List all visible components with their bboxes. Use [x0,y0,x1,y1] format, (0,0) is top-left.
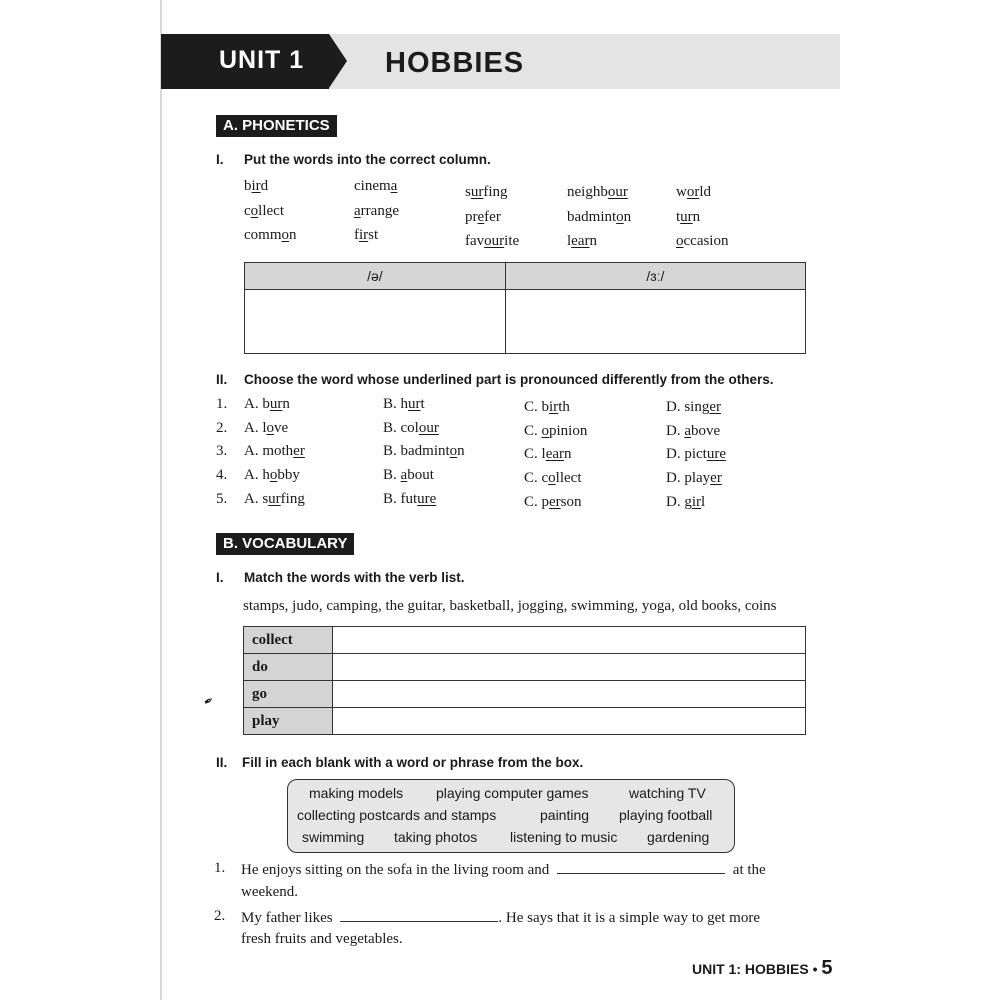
box-word: playing computer games [436,785,589,801]
answer-option[interactable]: D. above [666,423,721,439]
phonetics-word: badminton [567,209,632,225]
answer-option[interactable]: C. person [524,494,582,510]
task-number: II. [216,372,228,387]
underlined-sound: ure [706,446,726,462]
answer-cell-schwa[interactable] [245,290,506,354]
underlined-sound: ear [545,446,564,462]
answer-option[interactable]: D. singer [666,399,721,415]
task-instruction: Match the words with the verb list. [244,570,465,585]
answer-option[interactable]: D. player [666,470,722,486]
underlined-sound: o [616,209,624,225]
task-number: II. [216,755,228,770]
underlined-sound: ir [359,227,369,243]
banner-arrow [329,34,347,88]
box-word: making models [309,785,404,801]
answer-option[interactable]: D. picture [666,446,726,462]
sentence-2-after: . He says that it is a simple way to get more [498,910,761,926]
phonetics-word: bird [244,178,269,194]
sentence-2-continuation: fresh fruits and vegetables. [241,931,403,947]
unit-title: HOBBIES [385,47,525,79]
box-word: playing football [619,807,713,823]
answer-option[interactable]: A. mother [244,443,305,459]
underlined-sound: er [710,470,722,486]
phonetics-word: prefer [465,209,501,225]
answer-option[interactable]: B. hurt [383,396,425,412]
section-heading-phonetics: A. PHONETICS [216,115,337,137]
sentence-1-text [241,860,766,879]
answer-option[interactable]: C. birth [524,399,570,415]
underlined-sound: a [400,467,408,483]
verb-label-play: play [244,708,333,735]
sentence-1-blank[interactable] [557,860,725,874]
task-instruction: Fill in each blank with a word or phrase from the box. [242,755,584,770]
underlined-sound: our [418,420,439,436]
sentence-1-number: 1. [214,860,226,876]
phonetics-word: favourite [465,233,520,249]
answer-option[interactable]: C. collect [524,470,582,486]
sentence-2-blank[interactable] [340,908,498,922]
vocabulary-word-list: stamps, judo, camping, the guitar, basketball, jogging, swimming, yoga, old books, coins [243,598,777,614]
phonetics-word: neighbour [567,184,628,200]
answer-row-collect[interactable] [333,627,806,654]
sentence-1-continuation: weekend. [241,884,299,900]
box-word: swimming [302,829,365,845]
underlined-sound: e [477,209,485,225]
box-word: listening to music [510,829,618,845]
box-word: collecting postcards and stamps [297,807,497,823]
question-number: 1. [216,396,228,412]
question-number: 3. [216,443,228,459]
underlined-sound: o [269,467,278,483]
question-number: 4. [216,467,228,483]
page-footer [692,957,832,980]
underlined-sound: er [549,494,561,510]
column-header-er: /ɜː/ [505,263,805,290]
underlined-sound: ur [268,491,281,507]
question-number: 2. [216,420,228,436]
answer-row-go[interactable] [333,681,806,708]
phonetics-word: surfing [465,184,508,200]
pen-mark: ✒ [200,692,217,710]
underlined-sound: or [686,184,700,200]
underlined-sound: a [354,203,361,219]
underlined-sound: o [541,423,550,439]
task-number: I. [216,152,224,167]
underlined-sound: a [684,423,692,439]
underlined-sound: ure [417,491,437,507]
phonetics-word: common [244,227,297,243]
answer-option[interactable]: A. hobby [244,467,300,483]
underlined-sound: ear [571,233,590,249]
underlined-sound: our [484,233,505,249]
answer-row-play[interactable] [333,708,806,735]
box-word: gardening [647,829,710,845]
underlined-sound: a [390,178,398,194]
answer-option[interactable]: A. love [244,420,289,436]
underlined-sound: ur [680,209,693,225]
underlined-sound: our [607,184,628,200]
underlined-sound: o [676,233,684,249]
task-number: I. [216,570,224,585]
verb-label-go: go [244,681,333,708]
underlined-sound: er [709,399,721,415]
underlined-sound: ur [408,396,421,412]
underlined-sound: o [548,470,556,486]
word-box [287,779,735,853]
underlined-sound: ur [269,396,283,412]
underlined-sound: ir [691,494,702,510]
phonetics-word: first [354,227,379,243]
verb-label-do: do [244,654,333,681]
phonetics-word: arrange [354,203,399,219]
answer-option[interactable]: B. colour [383,420,439,436]
underlined-sound: ur [470,184,484,200]
phonetics-word: collect [244,203,284,219]
phonetics-sort-table [244,262,806,354]
sentence-1-before: He enjoys sitting on the sofa in the living room and [241,862,550,878]
answer-row-do[interactable] [333,654,806,681]
unit-banner-dark [161,34,329,89]
question-number: 5. [216,491,228,507]
column-header-schwa: /ə/ [245,263,506,290]
answer-option[interactable]: A. surfing [244,491,305,507]
section-heading-vocabulary: B. VOCABULARY [216,533,354,555]
box-word: taking photos [394,829,478,845]
page-spine [160,0,162,1000]
underlined-sound: o [281,227,289,243]
footer-label: UNIT 1: HOBBIES • [692,961,818,977]
task-instruction: Choose the word whose underlined part is pronounced differently from the others. [244,372,774,387]
phonetics-word: turn [676,209,701,225]
answer-option[interactable]: B. about [383,467,434,483]
answer-option[interactable]: C. learn [524,446,572,462]
verb-label-collect: collect [244,627,333,654]
answer-option[interactable]: D. girl [666,494,706,510]
box-word: painting [540,807,590,823]
sentence-2-before: My father likes [241,910,333,926]
box-word: watching TV [629,785,706,801]
phonetics-word: occasion [676,233,729,249]
phonetics-word: world [676,184,712,200]
answer-cell-er[interactable] [505,290,805,354]
phonetics-word: cinema [354,178,398,194]
sentence-1-after: at the [732,862,766,878]
underlined-sound: er [293,443,305,459]
phonetics-word: learn [567,233,597,249]
answer-option[interactable]: B. badminton [383,443,465,459]
sentence-2-text [241,908,760,927]
underlined-sound: o [266,420,274,436]
underlined-sound: ir [549,399,559,415]
answer-option[interactable]: B. future [383,491,437,507]
underlined-sound: ir [251,178,261,194]
sentence-2-number: 2. [214,908,226,924]
answer-option[interactable]: A. burn [244,396,290,412]
page-number: 5 [821,957,833,979]
verb-match-table [243,626,806,735]
answer-option[interactable]: C. opinion [524,423,588,439]
unit-banner [161,34,840,89]
task-instruction: Put the words into the correct column. [244,152,491,167]
unit-label: UNIT 1 [219,46,305,74]
underlined-sound: o [250,203,259,219]
underlined-sound: o [449,443,458,459]
